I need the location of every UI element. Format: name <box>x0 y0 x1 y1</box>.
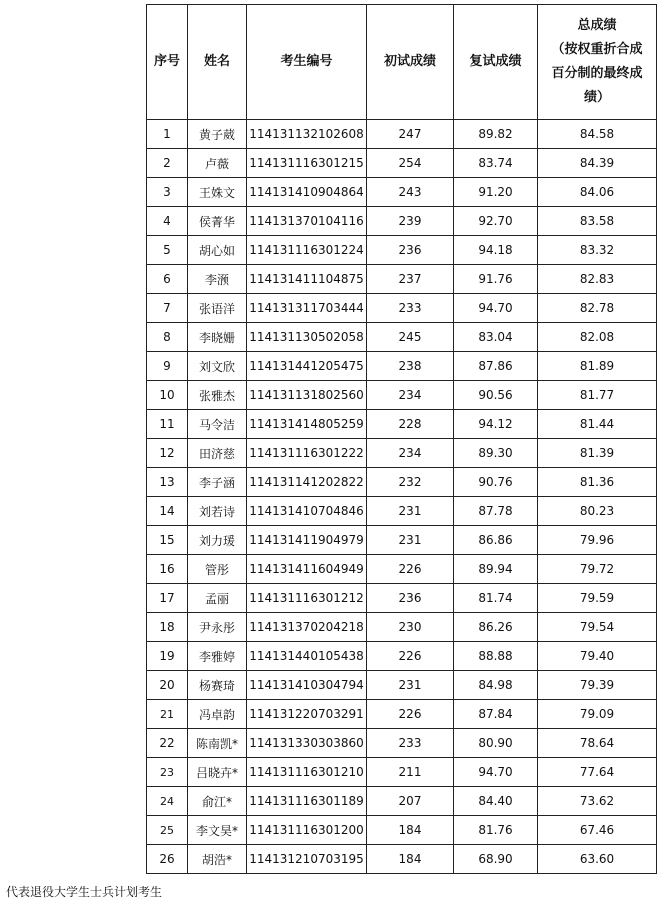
cell-exam-id: 114131116301212 <box>247 584 367 613</box>
cell-retest-score: 90.56 <box>454 381 538 410</box>
cell-total-score: 82.08 <box>538 323 657 352</box>
cell-total-score: 63.60 <box>538 845 657 874</box>
cell-index: 24 <box>147 787 188 816</box>
cell-index: 11 <box>147 410 188 439</box>
cell-total-score: 77.64 <box>538 758 657 787</box>
cell-total-score: 83.58 <box>538 207 657 236</box>
cell-total-score: 81.89 <box>538 352 657 381</box>
cell-name: 杨赛琦 <box>188 671 247 700</box>
cell-total-score: 83.32 <box>538 236 657 265</box>
cell-retest-score: 86.26 <box>454 613 538 642</box>
table-row <box>147 671 657 700</box>
cell-name: 刘文欣 <box>188 352 247 381</box>
table-row <box>147 526 657 555</box>
cell-initial-score: 234 <box>367 439 454 468</box>
cell-retest-score: 81.76 <box>454 816 538 845</box>
cell-exam-id: 114131414805259 <box>247 410 367 439</box>
cell-total-score: 84.58 <box>538 120 657 149</box>
cell-index: 7 <box>147 294 188 323</box>
table-row <box>147 584 657 613</box>
cell-name: 刘力瑗 <box>188 526 247 555</box>
cell-index: 4 <box>147 207 188 236</box>
cell-initial-score: 237 <box>367 265 454 294</box>
cell-name: 李文昊* <box>188 816 247 845</box>
cell-index: 2 <box>147 149 188 178</box>
cell-exam-id: 114131210703195 <box>247 845 367 874</box>
cell-index: 13 <box>147 468 188 497</box>
cell-index: 3 <box>147 178 188 207</box>
cell-total-score: 79.59 <box>538 584 657 613</box>
cell-initial-score: 231 <box>367 526 454 555</box>
cell-exam-id: 114131370104116 <box>247 207 367 236</box>
cell-initial-score: 211 <box>367 758 454 787</box>
cell-name: 侯菁华 <box>188 207 247 236</box>
cell-exam-id: 114131411104875 <box>247 265 367 294</box>
table-row <box>147 555 657 584</box>
header-index: 序号 <box>147 5 188 120</box>
cell-name: 俞江* <box>188 787 247 816</box>
cell-index: 19 <box>147 642 188 671</box>
cell-initial-score: 207 <box>367 787 454 816</box>
cell-index: 15 <box>147 526 188 555</box>
cell-retest-score: 89.82 <box>454 120 538 149</box>
header-exam-id: 考生编号 <box>247 5 367 120</box>
cell-retest-score: 68.90 <box>454 845 538 874</box>
cell-name: 孟丽 <box>188 584 247 613</box>
table-row <box>147 613 657 642</box>
cell-exam-id: 114131130502058 <box>247 323 367 352</box>
cell-retest-score: 88.88 <box>454 642 538 671</box>
cell-retest-score: 91.20 <box>454 178 538 207</box>
cell-initial-score: 184 <box>367 816 454 845</box>
cell-retest-score: 81.74 <box>454 584 538 613</box>
cell-initial-score: 239 <box>367 207 454 236</box>
cell-total-score: 79.96 <box>538 526 657 555</box>
cell-initial-score: 184 <box>367 845 454 874</box>
cell-initial-score: 254 <box>367 149 454 178</box>
table-row <box>147 352 657 381</box>
cell-exam-id: 114131116301200 <box>247 816 367 845</box>
cell-initial-score: 236 <box>367 584 454 613</box>
cell-initial-score: 230 <box>367 613 454 642</box>
cell-index: 10 <box>147 381 188 410</box>
table-row <box>147 729 657 758</box>
cell-retest-score: 80.90 <box>454 729 538 758</box>
cell-retest-score: 90.76 <box>454 468 538 497</box>
cell-initial-score: 226 <box>367 700 454 729</box>
cell-retest-score: 89.94 <box>454 555 538 584</box>
cell-index: 14 <box>147 497 188 526</box>
cell-exam-id: 114131116301215 <box>247 149 367 178</box>
table-row <box>147 758 657 787</box>
cell-initial-score: 236 <box>367 236 454 265</box>
cell-exam-id: 114131440105438 <box>247 642 367 671</box>
cell-index: 18 <box>147 613 188 642</box>
cell-initial-score: 233 <box>367 729 454 758</box>
cell-total-score: 84.06 <box>538 178 657 207</box>
table-row <box>147 410 657 439</box>
cell-retest-score: 92.70 <box>454 207 538 236</box>
cell-initial-score: 226 <box>367 642 454 671</box>
header-total-score <box>538 5 657 120</box>
cell-initial-score: 231 <box>367 671 454 700</box>
cell-retest-score: 94.70 <box>454 294 538 323</box>
cell-total-score: 81.44 <box>538 410 657 439</box>
cell-index: 25 <box>147 816 188 845</box>
footnote: 代表退役大学生士兵计划考生 <box>6 885 163 899</box>
cell-total-score: 79.40 <box>538 642 657 671</box>
cell-exam-id: 114131141202822 <box>247 468 367 497</box>
cell-exam-id: 114131370204218 <box>247 613 367 642</box>
cell-exam-id: 114131411604949 <box>247 555 367 584</box>
cell-index: 17 <box>147 584 188 613</box>
table-row <box>147 149 657 178</box>
cell-name: 李滪 <box>188 265 247 294</box>
cell-retest-score: 87.78 <box>454 497 538 526</box>
cell-exam-id: 114131330303860 <box>247 729 367 758</box>
cell-exam-id: 114131220703291 <box>247 700 367 729</box>
cell-retest-score: 84.98 <box>454 671 538 700</box>
table-row <box>147 294 657 323</box>
cell-name: 李子涵 <box>188 468 247 497</box>
table-row <box>147 381 657 410</box>
cell-name: 李雅婷 <box>188 642 247 671</box>
cell-exam-id: 114131132102608 <box>247 120 367 149</box>
cell-initial-score: 238 <box>367 352 454 381</box>
cell-total-score: 82.83 <box>538 265 657 294</box>
cell-index: 6 <box>147 265 188 294</box>
cell-name: 刘若诗 <box>188 497 247 526</box>
table-body <box>147 120 657 874</box>
table-row <box>147 178 657 207</box>
cell-initial-score: 245 <box>367 323 454 352</box>
cell-total-score: 73.62 <box>538 787 657 816</box>
table-row <box>147 468 657 497</box>
cell-retest-score: 91.76 <box>454 265 538 294</box>
cell-retest-score: 94.18 <box>454 236 538 265</box>
cell-name: 黄子葳 <box>188 120 247 149</box>
cell-index: 16 <box>147 555 188 584</box>
cell-retest-score: 87.84 <box>454 700 538 729</box>
cell-total-score: 82.78 <box>538 294 657 323</box>
cell-name: 冯卓韵 <box>188 700 247 729</box>
cell-initial-score: 232 <box>367 468 454 497</box>
cell-index: 20 <box>147 671 188 700</box>
cell-retest-score: 84.40 <box>454 787 538 816</box>
table-row <box>147 845 657 874</box>
cell-total-score: 79.39 <box>538 671 657 700</box>
table-header-row <box>147 5 657 120</box>
header-name: 姓名 <box>188 5 247 120</box>
cell-exam-id: 114131116301224 <box>247 236 367 265</box>
cell-name: 张雅杰 <box>188 381 247 410</box>
cell-total-score: 84.39 <box>538 149 657 178</box>
header-total-note-line1: （按权重折合成 <box>551 42 643 57</box>
table-row <box>147 497 657 526</box>
cell-name: 马令洁 <box>188 410 247 439</box>
table-row <box>147 236 657 265</box>
header-total-note-line3: 绩） <box>583 90 610 105</box>
table-row <box>147 207 657 236</box>
table-row <box>147 642 657 671</box>
cell-initial-score: 233 <box>367 294 454 323</box>
cell-total-score: 67.46 <box>538 816 657 845</box>
cell-initial-score: 228 <box>367 410 454 439</box>
cell-name: 管彤 <box>188 555 247 584</box>
cell-name: 张语洋 <box>188 294 247 323</box>
cell-exam-id: 114131116301210 <box>247 758 367 787</box>
cell-exam-id: 114131116301222 <box>247 439 367 468</box>
cell-name: 胡心如 <box>188 236 247 265</box>
cell-exam-id: 114131410904864 <box>247 178 367 207</box>
cell-total-score: 79.09 <box>538 700 657 729</box>
cell-name: 田济慈 <box>188 439 247 468</box>
table-row <box>147 323 657 352</box>
cell-exam-id: 114131441205475 <box>247 352 367 381</box>
cell-name: 陈南凯* <box>188 729 247 758</box>
header-retest-score: 复试成绩 <box>454 5 538 120</box>
cell-initial-score: 234 <box>367 381 454 410</box>
cell-retest-score: 94.12 <box>454 410 538 439</box>
cell-name: 胡浩* <box>188 845 247 874</box>
cell-index: 9 <box>147 352 188 381</box>
cell-exam-id: 114131116301189 <box>247 787 367 816</box>
cell-total-score: 80.23 <box>538 497 657 526</box>
cell-index: 8 <box>147 323 188 352</box>
table-row <box>147 787 657 816</box>
cell-index: 23 <box>147 758 188 787</box>
cell-total-score: 81.36 <box>538 468 657 497</box>
cell-name: 李晓姗 <box>188 323 247 352</box>
cell-exam-id: 114131410704846 <box>247 497 367 526</box>
cell-index: 5 <box>147 236 188 265</box>
cell-name: 王姝文 <box>188 178 247 207</box>
cell-index: 22 <box>147 729 188 758</box>
cell-initial-score: 231 <box>367 497 454 526</box>
score-table <box>146 4 657 874</box>
cell-initial-score: 247 <box>367 120 454 149</box>
cell-index: 1 <box>147 120 188 149</box>
cell-name: 卢薇 <box>188 149 247 178</box>
cell-index: 26 <box>147 845 188 874</box>
cell-total-score: 79.72 <box>538 555 657 584</box>
header-total-note-line2: 百分制的最终成 <box>551 66 643 81</box>
cell-retest-score: 83.74 <box>454 149 538 178</box>
table-row <box>147 700 657 729</box>
cell-retest-score: 94.70 <box>454 758 538 787</box>
cell-index: 21 <box>147 700 188 729</box>
cell-retest-score: 89.30 <box>454 439 538 468</box>
cell-name: 尹永彤 <box>188 613 247 642</box>
cell-retest-score: 87.86 <box>454 352 538 381</box>
cell-initial-score: 243 <box>367 178 454 207</box>
header-initial-score: 初试成绩 <box>367 5 454 120</box>
cell-retest-score: 86.86 <box>454 526 538 555</box>
cell-total-score: 79.54 <box>538 613 657 642</box>
cell-retest-score: 83.04 <box>454 323 538 352</box>
cell-total-score: 78.64 <box>538 729 657 758</box>
table-row <box>147 439 657 468</box>
cell-exam-id: 114131410304794 <box>247 671 367 700</box>
cell-exam-id: 114131131802560 <box>247 381 367 410</box>
table-row <box>147 816 657 845</box>
cell-exam-id: 114131311703444 <box>247 294 367 323</box>
cell-exam-id: 114131411904979 <box>247 526 367 555</box>
cell-name: 吕晓卉* <box>188 758 247 787</box>
cell-total-score: 81.77 <box>538 381 657 410</box>
table-row <box>147 265 657 294</box>
cell-total-score: 81.39 <box>538 439 657 468</box>
table-row <box>147 120 657 149</box>
header-total-title: 总成绩 <box>577 18 617 33</box>
cell-index: 12 <box>147 439 188 468</box>
cell-initial-score: 226 <box>367 555 454 584</box>
